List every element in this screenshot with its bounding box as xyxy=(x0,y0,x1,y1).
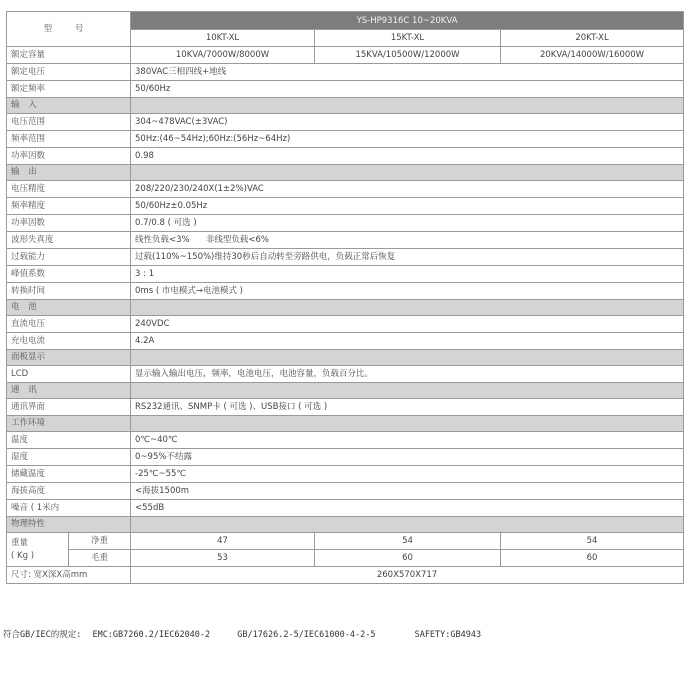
net-label: 净重 xyxy=(69,533,131,550)
cell-value: 260X570X717 xyxy=(131,567,684,584)
row-size xyxy=(7,567,684,584)
row-label: LCD xyxy=(7,366,131,383)
cell-value: <55dB xyxy=(131,500,684,517)
row-label: 储藏温度 xyxy=(7,466,131,483)
row-label: 直流电压 xyxy=(7,316,131,333)
section-input xyxy=(7,98,684,114)
model-15kt: 15KT-XL xyxy=(315,30,501,47)
model-label: 型 号 xyxy=(7,12,131,47)
row-gross-weight xyxy=(7,550,684,567)
row-label: 温度 xyxy=(7,432,131,449)
cell-value: 208/220/230/240X(1±2%)VAC xyxy=(131,181,684,198)
row-label: 湿度 xyxy=(7,449,131,466)
compliance-intro: 符合GB/IEC的规定: xyxy=(3,630,82,640)
spec-row xyxy=(7,500,684,517)
spec-row xyxy=(7,316,684,333)
cell-value: 10KVA/7000W/8000W xyxy=(131,47,315,64)
cell-value: 3 : 1 xyxy=(131,266,684,283)
section-title: 工作环境 xyxy=(7,416,131,432)
cell-value: -25℃~55℃ xyxy=(131,466,684,483)
spec-row xyxy=(7,266,684,283)
row-label: 峰值系数 xyxy=(7,266,131,283)
row-rated-frequency xyxy=(7,81,684,98)
section-fill xyxy=(131,383,684,399)
cell-value: 54 xyxy=(501,533,684,550)
cell-value: 53 xyxy=(131,550,315,567)
section-title: 电 池 xyxy=(7,300,131,316)
cell-value: 4.2A xyxy=(131,333,684,350)
section-title: 通 讯 xyxy=(7,383,131,399)
section-physical xyxy=(7,517,684,533)
spec-sheet xyxy=(6,11,683,584)
cell-value: 显示输入输出电压，频率，电池电压，电池容量，负载百分比。 xyxy=(131,366,684,383)
cell-value: 线性负载<3% 非线型负载<6% xyxy=(131,232,684,249)
section-fill xyxy=(131,517,684,533)
section-title: 输 入 xyxy=(7,98,131,114)
cell-value: RS232通讯、SNMP卡 ( 可选 )、USB接口 ( 可选 ) xyxy=(131,399,684,416)
row-label: 额定容量 xyxy=(7,47,131,64)
row-label: 过载能力 xyxy=(7,249,131,266)
section-fill xyxy=(131,300,684,316)
row-label: 额定频率 xyxy=(7,81,131,98)
spec-row xyxy=(7,131,684,148)
gross-label: 毛重 xyxy=(69,550,131,567)
spec-row xyxy=(7,366,684,383)
section-title: 面板显示 xyxy=(7,350,131,366)
section-battery xyxy=(7,300,684,316)
spec-row xyxy=(7,466,684,483)
cell-value: 60 xyxy=(501,550,684,567)
row-label: 充电电流 xyxy=(7,333,131,350)
cell-value: 0℃~40℃ xyxy=(131,432,684,449)
cell-value: 240VDC xyxy=(131,316,684,333)
cell-value: 过载(110%~150%)维持30秒后自动转至旁路供电，负载正常后恢复 xyxy=(131,249,684,266)
cell-value: 50/60Hz xyxy=(131,81,684,98)
compliance-emc: EMC:GB7260.2/IEC62040-2 xyxy=(92,630,211,640)
spec-row xyxy=(7,181,684,198)
section-fill xyxy=(131,165,684,181)
cell-value: 47 xyxy=(131,533,315,550)
section-fill xyxy=(131,350,684,366)
row-label: 功率因数 xyxy=(7,148,131,165)
row-label: 转换时间 xyxy=(7,283,131,300)
row-label: 通讯界面 xyxy=(7,399,131,416)
cell-value: 380VAC三相四线+地线 xyxy=(131,64,684,81)
section-output xyxy=(7,165,684,181)
spec-row xyxy=(7,333,684,350)
section-env xyxy=(7,416,684,432)
spec-row xyxy=(7,283,684,300)
spec-table xyxy=(6,11,684,584)
cell-value: 0.7/0.8 ( 可选 ) xyxy=(131,215,684,232)
compliance-footer xyxy=(3,628,481,640)
row-label: 功率因数 xyxy=(7,215,131,232)
spec-row xyxy=(7,449,684,466)
row-label: 电压精度 xyxy=(7,181,131,198)
spec-row xyxy=(7,399,684,416)
cell-value: 15KVA/10500W/12000W xyxy=(315,47,501,64)
section-comm xyxy=(7,383,684,399)
row-label: 海拔高度 xyxy=(7,483,131,500)
section-title: 输 出 xyxy=(7,165,131,181)
section-fill xyxy=(131,416,684,432)
spec-row xyxy=(7,215,684,232)
spec-row xyxy=(7,148,684,165)
cell-value: 0~95%不结露 xyxy=(131,449,684,466)
row-label: 电压范围 xyxy=(7,114,131,131)
row-label: 波形失真度 xyxy=(7,232,131,249)
section-panel xyxy=(7,350,684,366)
size-label: 尺寸: 宽X深X高mm xyxy=(7,567,131,584)
spec-row xyxy=(7,232,684,249)
cell-value: 0.98 xyxy=(131,148,684,165)
model-10kt: 10KT-XL xyxy=(131,30,315,47)
spec-row xyxy=(7,114,684,131)
cell-value: 54 xyxy=(315,533,501,550)
spec-row xyxy=(7,432,684,449)
row-label: 频率精度 xyxy=(7,198,131,215)
cell-value: 20KVA/14000W/16000W xyxy=(501,47,684,64)
cell-value: 50/60Hz±0.05Hz xyxy=(131,198,684,215)
row-label: 频率范围 xyxy=(7,131,131,148)
cell-value: 60 xyxy=(315,550,501,567)
row-net-weight xyxy=(7,533,684,550)
spec-row xyxy=(7,483,684,500)
section-title: 物理特性 xyxy=(7,517,131,533)
compliance-gb: GB/17626.2-5/IEC61000-4-2-5 xyxy=(237,630,376,640)
series-title: YS-HP9316C 10~20KVA xyxy=(131,12,684,30)
row-rated-capacity xyxy=(7,47,684,64)
row-label: 噪音 ( 1米内 xyxy=(7,500,131,517)
weight-label: 重量 ( Kg ) xyxy=(7,533,69,567)
cell-value: 0ms ( 市电模式→电池模式 ) xyxy=(131,283,684,300)
cell-value: 304~478VAC(±3VAC) xyxy=(131,114,684,131)
row-label: 额定电压 xyxy=(7,64,131,81)
spec-row xyxy=(7,198,684,215)
spec-row xyxy=(7,249,684,266)
compliance-safety: SAFETY:GB4943 xyxy=(414,630,482,640)
cell-value: <海拔1500m xyxy=(131,483,684,500)
cell-value: 50Hz:(46~54Hz);60Hz:(56Hz~64Hz) xyxy=(131,131,684,148)
section-fill xyxy=(131,98,684,114)
model-20kt: 20KT-XL xyxy=(501,30,684,47)
row-rated-voltage xyxy=(7,64,684,81)
